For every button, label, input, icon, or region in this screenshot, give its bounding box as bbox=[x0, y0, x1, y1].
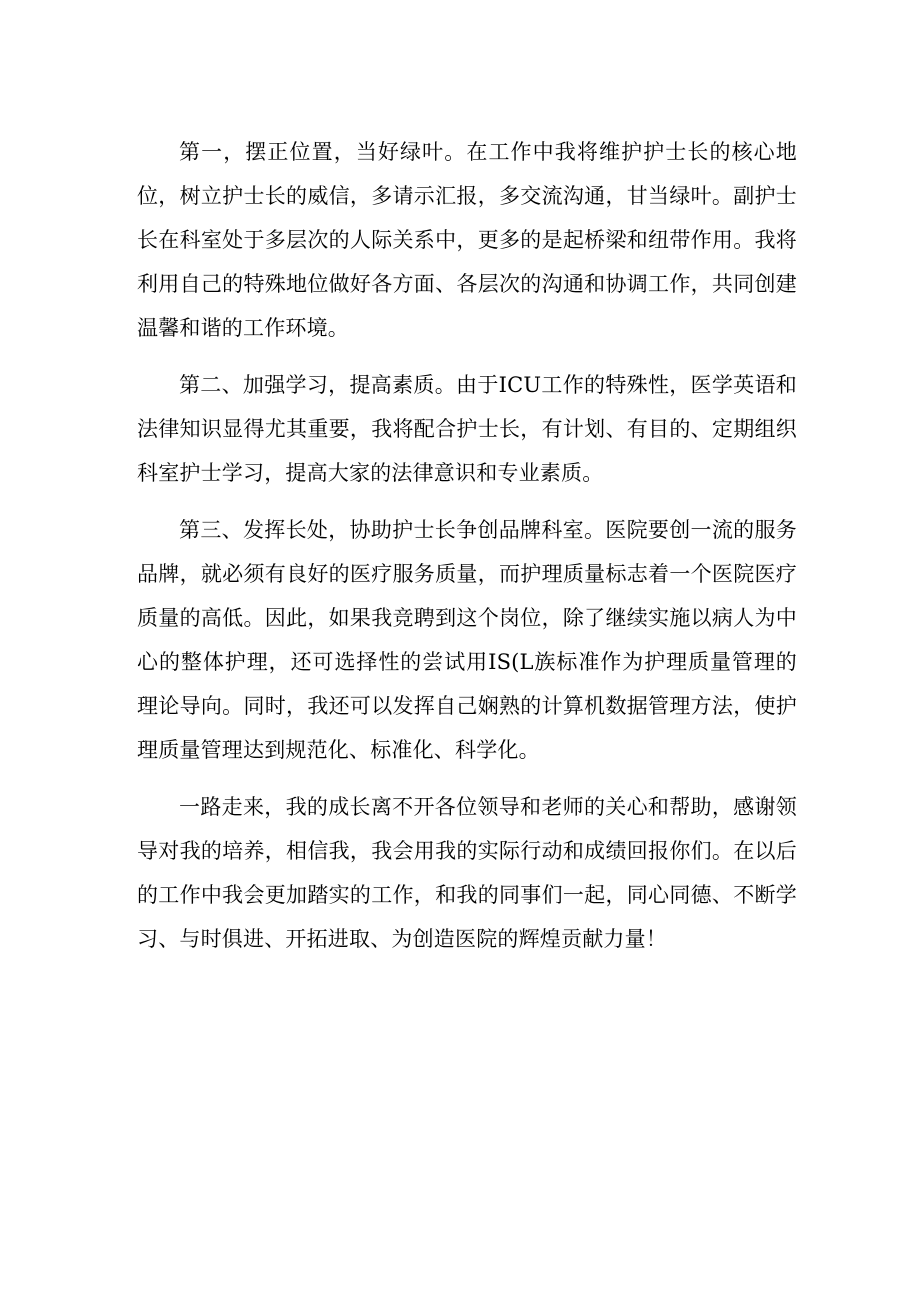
paragraph-strengths: 第三、发挥长处，协助护士长争创品牌科室。医院要创一流的服务品牌，就必须有良好的医疗服务质量，而护理质量标志着一个医院医疗质量的高低。因此，如果我竞聘到这个岗位，除了继续实施以病人为中心的整体护理，还可选择性的尝试用IS(L族标准作为护理质量管理的理论导向。同时，我还可以发挥自己娴熟的计算机数据管理方法，使护理质量管理达到规范化、标准化、科学化。 bbox=[137, 518, 797, 762]
paragraph-study: 第二、加强学习，提高素质。由于ICU工作的特殊性，医学英语和法律知识显得尤其重要，我将配合护士长，有计划、有目的、定期组织科室护士学习，提高大家的法律意识和专业素质。 bbox=[137, 373, 797, 485]
paragraph-closing: 一路走来，我的成长离不开各位领导和老师的关心和帮助，感谢领导对我的培养，相信我，我会用我的实际行动和成绩回报你们。在以后的工作中我会更加踏实的工作，和我的同事们一起，同心同德、不断学习、与时俱进、开拓进取、为创造医院的辉煌贡献力量！ bbox=[137, 795, 797, 951]
document-body bbox=[137, 130, 797, 974]
paragraph-position: 第一，摆正位置，当好绿叶。在工作中我将维护护士长的核心地位，树立护士长的威信，多请示汇报，多交流沟通，甘当绿叶。副护士长在科室处于多层次的人际关系中，更多的是起桥梁和纽带作用。我将利用自己的特殊地位做好各方面、各层次的沟通和协调工作，共同创建温馨和谐的工作环境。 bbox=[137, 140, 797, 340]
